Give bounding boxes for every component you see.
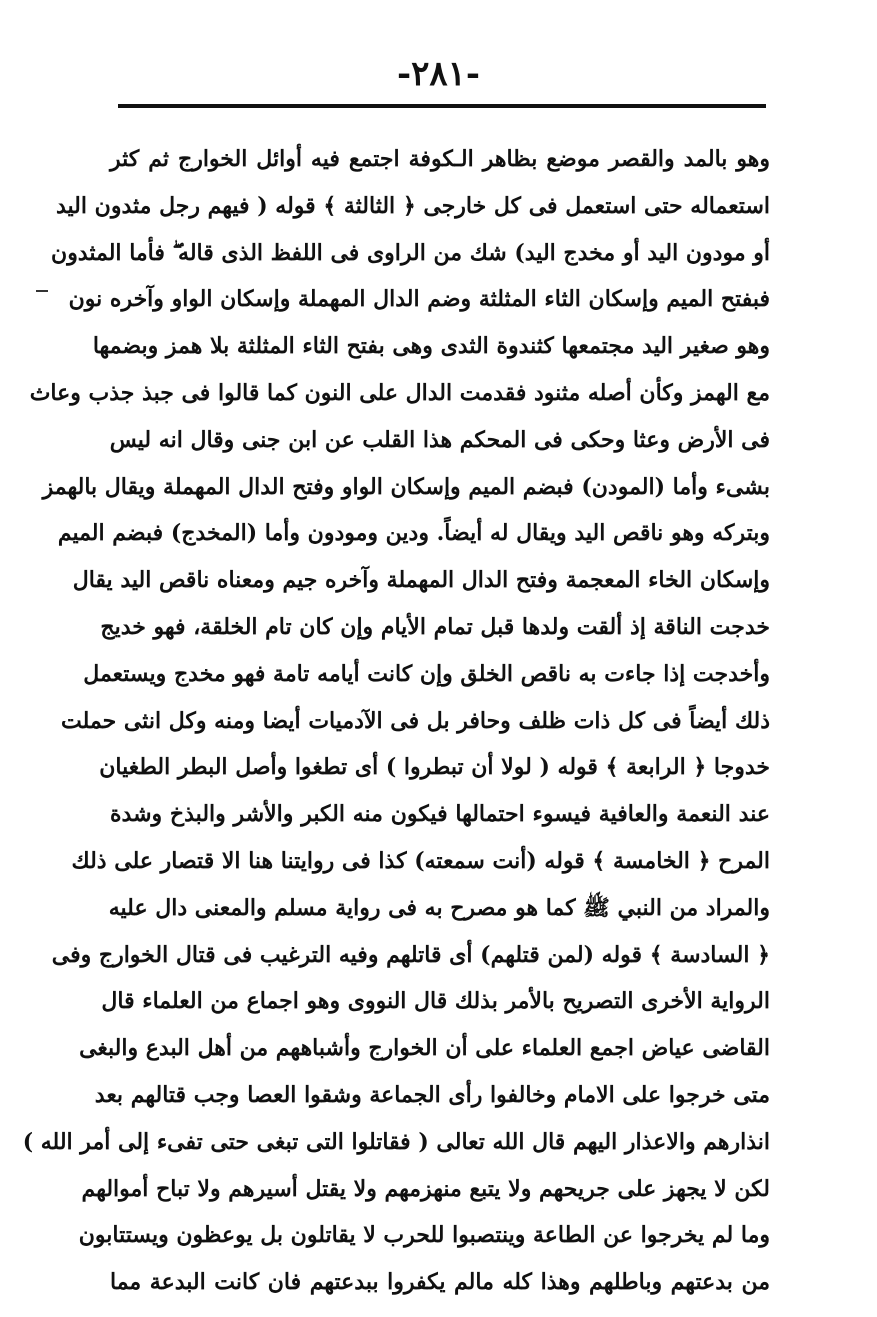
- text-line: القاضى عياض اجمع العلماء على أن الخوارج وأشباههم من أهل البدع والبغى: [79, 1035, 770, 1062]
- text-line: أو مودون اليد أو مخدج اليد) شك من الراوى فى اللفظ الذى قاله ۖ فأما المثدون: [51, 239, 770, 266]
- text-line: ﴿ السادسة ﴾ قوله (لمن قتلهم) أى قاتلهم وفيه الترغيب فى قتال الخوارج وفى: [51, 941, 770, 968]
- text-line: الرواية الأخرى التصريح بالأمر بذلك قال النووى وهو اجماع من العلماء قال: [101, 988, 770, 1015]
- text-line: انذارهم والاعذار اليهم قال الله تعالى ( فقاتلوا التى تبغى حتى تفىء إلى أمر الله ): [22, 1128, 770, 1155]
- text-line: خدوجا ﴿ الرابعة ﴾ قوله ( لولا أن تبطروا ) أى تطغوا وأصل البطر الطغيان: [99, 754, 770, 781]
- text-line: عند النعمة والعافية فيسوء احتمالها فيكون منه الكبر والأشر والبذخ وشدة: [110, 801, 770, 828]
- text-line: وأخدجت إذا جاءت به ناقص الخلق وإن كانت أيامه تامة فهو مخدج ويستعمل: [83, 660, 770, 687]
- body-text: [22, 136, 770, 1306]
- text-line: لكن لا يجهز على جريحهم ولا يتبع منهزمهم ولا يقتل أسيرهم ولا تباح أموالهم: [81, 1175, 770, 1202]
- text-line: ذلك أيضاً فى كل ذات ظلف وحافر بل فى الآدميات أيضا ومنه وكل انثى حملت: [60, 707, 770, 734]
- text-line: وهو بالمد والقصر موضع بظاهر الـكوفة اجتمع فيه أوائل الخوارج ثم كثر: [110, 146, 770, 172]
- text-line: استعماله حتى استعمل فى كل خارجى ﴿ الثالثة ﴾ قوله ( فيهم رجل مثدون اليد: [56, 192, 770, 219]
- text-line: والمراد من النبي ﷺ كما هو مصرح به فى رواية مسلم والمعنى دال عليه: [108, 894, 770, 921]
- text-line: مع الهمز وكأن أصله مثنود فقدمت الدال على النون كما قالوا فى جبذ جذب وعاث: [29, 379, 770, 406]
- text-line: خدجت الناقة إذ ألقت ولدها قبل تمام الأيام وإن كان تام الخلقة، فهو خديج: [100, 613, 770, 640]
- text-line: متى خرجوا على الامام وخالفوا رأى الجماعة وشقوا العصا وجب قتالهم بعد: [94, 1081, 770, 1108]
- text-line: فبفتح الميم وإسكان الثاء المثلثة وضم الدال المهملة وإسكان الواو وآخره نون: [68, 286, 770, 313]
- margin-mark: [36, 290, 48, 292]
- text-line: بشىء وأما (المودن) فبضم الميم وإسكان الواو وفتح الدال المهملة ويقال بالهمز: [42, 473, 770, 500]
- text-line: وهو صغير اليد مجتمعها كثندوة الثدى وهى بفتح الثاء المثلثة بلا همز وبضمها: [92, 333, 770, 360]
- text-line: من بدعتهم وباطلهم وهذا كله مالم يكفروا ببدعتهم فان كانت البدعة مما: [110, 1269, 770, 1296]
- text-line: فى الأرض وعثا وحكى فى المحكم هذا القلب عن ابن جنى وقال انه ليس: [109, 426, 770, 453]
- text-line: المرح ﴿ الخامسة ﴾ قوله (أنت سمعته) كذا فى روايتنا هنا الا قتصار على ذلك: [71, 847, 770, 874]
- header-rule: [118, 104, 766, 108]
- text-line: وبتركه وهو ناقص اليد ويقال له أيضاً. ودين ومودون وأما (المخدج) فبضم الميم: [57, 520, 770, 547]
- page-number: -٢٨١-: [396, 54, 481, 94]
- text-line: وإسكان الخاء المعجمة وفتح الدال المهملة وآخره جيم ومعناه ناقص اليد يقال: [72, 567, 770, 594]
- text-line: وما لم يخرجوا عن الطاعة وينتصبوا للحرب لا يقاتلون بل يوعظون ويستتابون: [78, 1222, 770, 1249]
